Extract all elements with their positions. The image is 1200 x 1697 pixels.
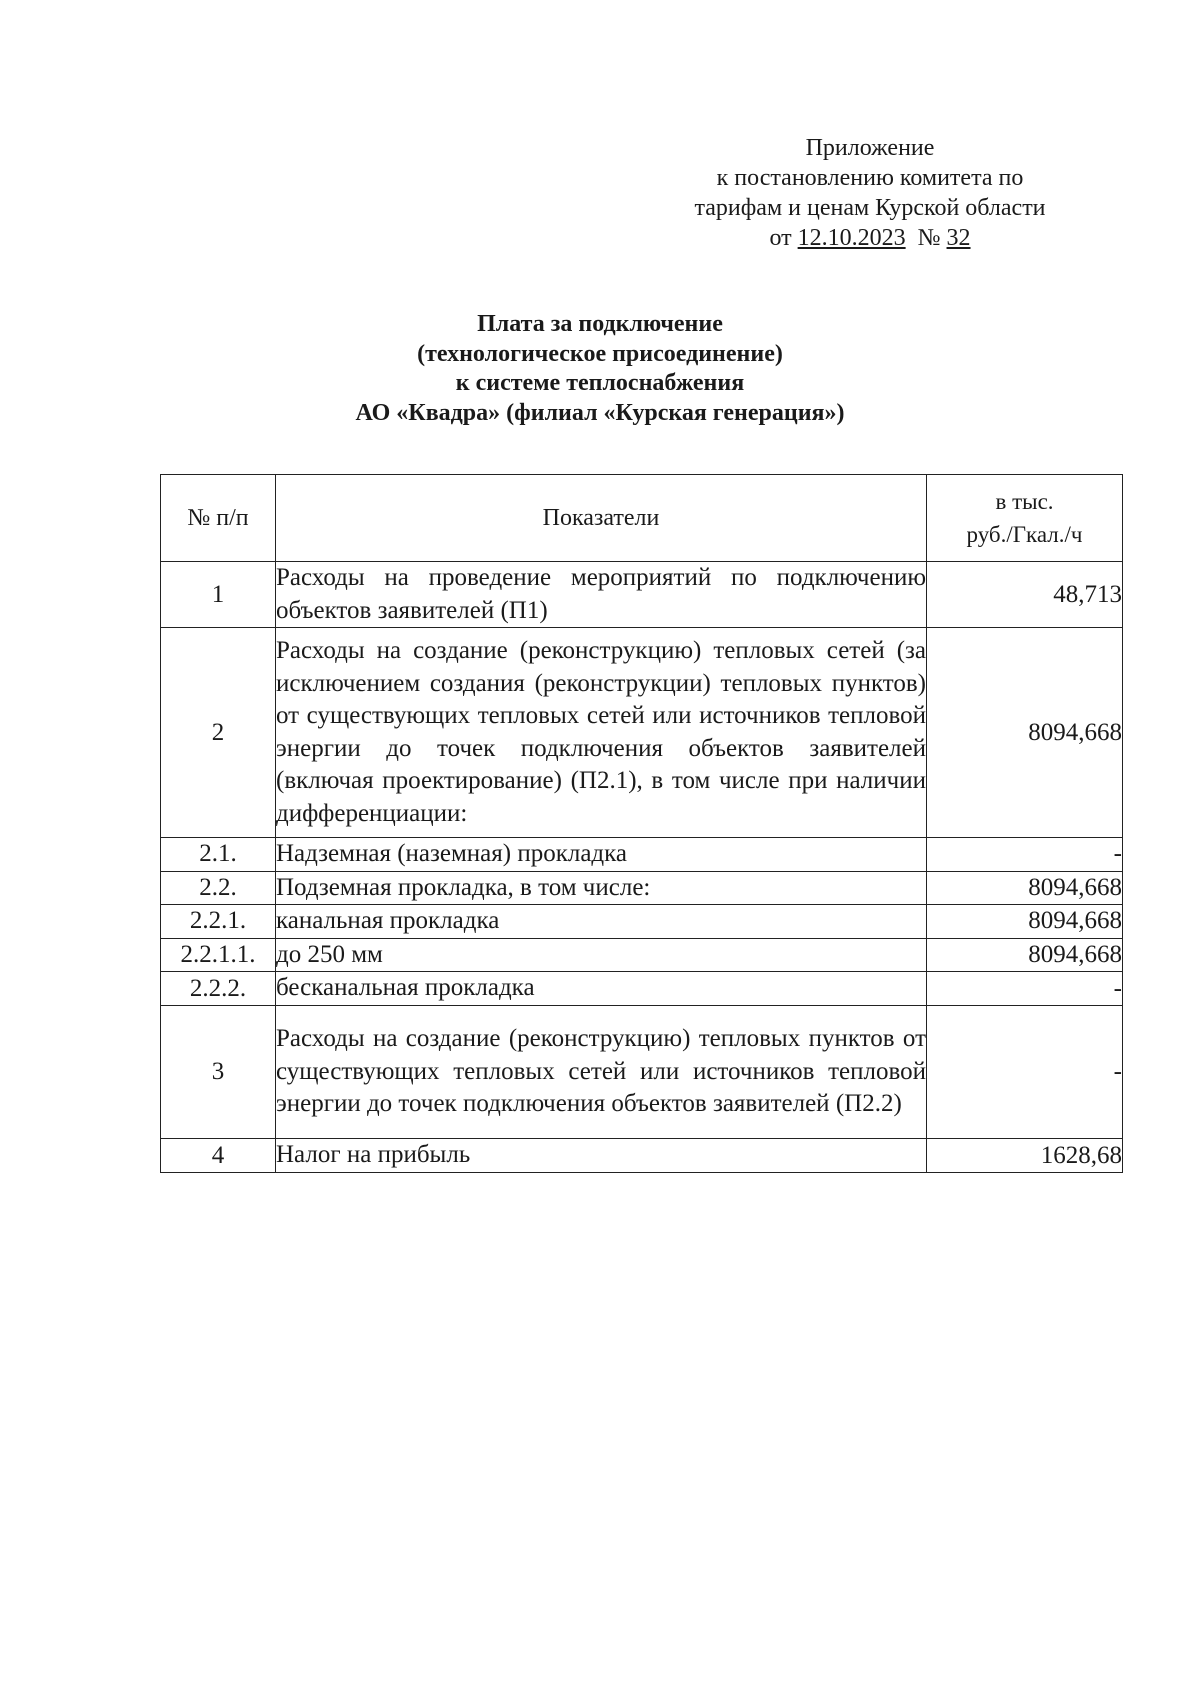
appendix-date-line (600, 223, 1140, 253)
table-header-row (161, 475, 1123, 562)
title-line-2: (технологическое присоединение) (417, 340, 783, 367)
table-row (161, 972, 1123, 1006)
row-indicator: бесканальная прокладка (276, 972, 927, 1006)
table-row (161, 562, 1123, 628)
row-value: 8094,668 (927, 905, 1123, 939)
document-title (160, 310, 1040, 428)
row-number: 1 (161, 562, 276, 628)
header-unit-line-1: в тыс. (995, 489, 1054, 514)
row-number: 4 (161, 1139, 276, 1173)
row-number: 2.2.1.1. (161, 938, 276, 972)
resolution-date: 12.10.2023 (797, 225, 906, 251)
header-indicator: Показатели (276, 475, 927, 562)
row-indicator: Налог на прибыль (276, 1139, 927, 1173)
table-row (161, 938, 1123, 972)
row-number: 2 (161, 628, 276, 838)
row-number: 3 (161, 1006, 276, 1139)
appendix-header (600, 133, 1140, 253)
row-indicator: Расходы на создание (реконструкцию) тепловых пунктов от существующих тепловых сетей или источников тепловой энергии до точек подключения объектов заявителей (П2.2) (276, 1006, 927, 1139)
appendix-label: Приложение (805, 135, 935, 161)
row-indicator: Надземная (наземная) прокладка (276, 838, 927, 872)
table-row (161, 871, 1123, 905)
title-line-3: к системе теплоснабжения (455, 370, 745, 396)
row-indicator: Расходы на проведение мероприятий по подключению объектов заявителей (П1) (276, 562, 927, 628)
table-row (161, 838, 1123, 872)
appendix-resolution-line: к постановлению комитета по (716, 165, 1024, 191)
header-unit-line-2: руб./Гкал./ч (966, 522, 1083, 547)
row-value: 8094,668 (927, 938, 1123, 972)
date-prefix: от (769, 225, 792, 251)
table-row (161, 1006, 1123, 1139)
row-value: 1628,68 (927, 1139, 1123, 1173)
row-value: - (927, 838, 1123, 872)
table-row (161, 1139, 1123, 1173)
row-number: 2.2.2. (161, 972, 276, 1006)
row-value: - (927, 972, 1123, 1006)
row-number: 2.2.1. (161, 905, 276, 939)
row-value: 8094,668 (927, 871, 1123, 905)
row-number: 2.1. (161, 838, 276, 872)
row-indicator: канальная прокладка (276, 905, 927, 939)
resolution-number: 32 (946, 225, 971, 251)
number-prefix: № (917, 225, 941, 251)
row-indicator: до 250 мм (276, 938, 927, 972)
row-number: 2.2. (161, 871, 276, 905)
header-unit (927, 475, 1123, 562)
row-value: 8094,668 (927, 628, 1123, 838)
row-value: 48,713 (927, 562, 1123, 628)
row-indicator: Расходы на создание (реконструкцию) тепловых сетей (за исключением создания (реконструкции) тепловых пунктов) от существующих тепловых сетей или источников тепловой энергии до точек подключения объектов заявителей (включая проектирование) (П2.1), в том числе при наличии дифференциации: (276, 628, 927, 838)
header-number: № п/п (161, 475, 276, 562)
table-row (161, 905, 1123, 939)
table-row (161, 628, 1123, 838)
row-value: - (927, 1006, 1123, 1139)
title-line-4: АО «Квадра» (филиал «Курская генерация») (355, 399, 845, 426)
row-indicator: Подземная прокладка, в том числе: (276, 871, 927, 905)
title-line-1: Плата за подключение (477, 311, 723, 337)
fee-table (160, 474, 1123, 1173)
appendix-committee-line: тарифам и ценам Курской области (694, 195, 1046, 221)
